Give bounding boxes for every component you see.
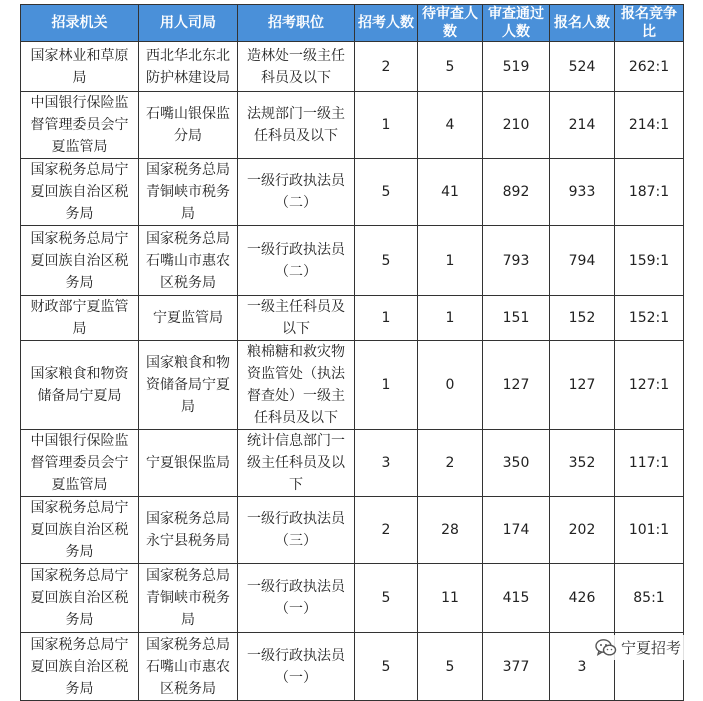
cell-applicants: 214	[550, 92, 615, 159]
cell-quota: 2	[355, 497, 418, 564]
header-position: 招考职位	[238, 5, 355, 42]
cell-approved: 210	[483, 92, 550, 159]
cell-recruiting-agency: 国家税务总局宁夏回族自治区税务局	[21, 564, 139, 633]
table-row	[21, 226, 684, 296]
cell-applicants: 524	[550, 42, 615, 92]
cell-pending-review: 4	[418, 92, 483, 159]
cell-employing-department: 国家税务总局青铜峡市税务局	[139, 159, 238, 226]
wechat-icon	[595, 638, 617, 658]
cell-position: 一级行政执法员（一）	[238, 633, 355, 701]
cell-recruiting-agency: 国家林业和草原局	[21, 42, 139, 92]
cell-pending-review: 1	[418, 296, 483, 341]
cell-pending-review: 41	[418, 159, 483, 226]
cell-quota: 2	[355, 42, 418, 92]
header-approved: 审查通过人数	[483, 5, 550, 42]
cell-applicants: 3	[550, 633, 615, 701]
cell-quota: 5	[355, 564, 418, 633]
cell-competition-ratio: 117:1	[615, 430, 684, 497]
cell-approved: 151	[483, 296, 550, 341]
cell-position: 统计信息部门一级主任科员及以下	[238, 430, 355, 497]
cell-employing-department: 宁夏银保监局	[139, 430, 238, 497]
header-recruiting-agency: 招录机关	[21, 5, 139, 42]
cell-competition-ratio: 214:1	[615, 92, 684, 159]
cell-quota: 5	[355, 633, 418, 701]
cell-quota: 1	[355, 296, 418, 341]
header-pending-review: 待审查人数	[418, 5, 483, 42]
cell-position: 法规部门一级主任科员及以下	[238, 92, 355, 159]
cell-competition-ratio: 187:1	[615, 159, 684, 226]
cell-quota: 1	[355, 92, 418, 159]
cell-employing-department: 国家税务总局石嘴山市惠农区税务局	[139, 226, 238, 296]
header-competition-ratio: 报名竞争比	[615, 5, 684, 42]
cell-competition-ratio: 85:1	[615, 564, 684, 633]
cell-employing-department: 国家税务总局永宁县税务局	[139, 497, 238, 564]
cell-recruiting-agency: 国家税务总局宁夏回族自治区税务局	[21, 226, 139, 296]
table-row	[21, 42, 684, 92]
cell-competition-ratio: 152:1	[615, 296, 684, 341]
cell-pending-review: 11	[418, 564, 483, 633]
cell-competition-ratio: 262:1	[615, 42, 684, 92]
cell-recruiting-agency: 财政部宁夏监管局	[21, 296, 139, 341]
cell-pending-review: 5	[418, 42, 483, 92]
cell-approved: 519	[483, 42, 550, 92]
cell-pending-review: 2	[418, 430, 483, 497]
cell-approved: 377	[483, 633, 550, 701]
cell-approved: 793	[483, 226, 550, 296]
table-row	[21, 430, 684, 497]
table-header-row	[21, 5, 684, 42]
cell-approved: 350	[483, 430, 550, 497]
cell-competition-ratio: 101:1	[615, 497, 684, 564]
header-applicants: 报名人数	[550, 5, 615, 42]
cell-position: 一级行政执法员（三）	[238, 497, 355, 564]
cell-employing-department: 国家粮食和物资储备局宁夏局	[139, 341, 238, 430]
table-row	[21, 296, 684, 341]
cell-position: 粮棉糖和救灾物资监管处（执法督查处）一级主任科员及以下	[238, 341, 355, 430]
table-row	[21, 633, 684, 701]
cell-applicants: 202	[550, 497, 615, 564]
cell-quota: 5	[355, 159, 418, 226]
cell-competition-ratio: 159:1	[615, 226, 684, 296]
cell-applicants: 352	[550, 430, 615, 497]
cell-recruiting-agency: 国家税务总局宁夏回族自治区税务局	[21, 497, 139, 564]
cell-pending-review: 0	[418, 341, 483, 430]
cell-recruiting-agency: 国家税务总局宁夏回族自治区税务局	[21, 159, 139, 226]
cell-employing-department: 国家税务总局石嘴山市惠农区税务局	[139, 633, 238, 701]
table-row	[21, 497, 684, 564]
cell-position: 一级行政执法员（二）	[238, 159, 355, 226]
wechat-watermark	[593, 635, 685, 660]
cell-pending-review: 5	[418, 633, 483, 701]
cell-pending-review: 1	[418, 226, 483, 296]
cell-position: 一级行政执法员（二）	[238, 226, 355, 296]
table-row	[21, 159, 684, 226]
cell-employing-department: 宁夏监管局	[139, 296, 238, 341]
cell-quota: 3	[355, 430, 418, 497]
cell-quota: 1	[355, 341, 418, 430]
table-row	[21, 92, 684, 159]
cell-employing-department: 西北华北东北防护林建设局	[139, 42, 238, 92]
cell-applicants: 794	[550, 226, 615, 296]
cell-pending-review: 28	[418, 497, 483, 564]
cell-recruiting-agency: 中国银行保险监督管理委员会宁夏监管局	[21, 92, 139, 159]
cell-recruiting-agency: 中国银行保险监督管理委员会宁夏监管局	[21, 430, 139, 497]
cell-recruiting-agency: 国家税务总局宁夏回族自治区税务局	[21, 633, 139, 701]
cell-recruiting-agency: 国家粮食和物资储备局宁夏局	[21, 341, 139, 430]
cell-competition-ratio: 127:1	[615, 341, 684, 430]
cell-quota: 5	[355, 226, 418, 296]
cell-applicants: 127	[550, 341, 615, 430]
cell-approved: 415	[483, 564, 550, 633]
cell-employing-department: 国家税务总局青铜峡市税务局	[139, 564, 238, 633]
cell-position: 一级主任科员及以下	[238, 296, 355, 341]
exam-registration-table	[20, 4, 684, 701]
cell-employing-department: 石嘴山银保监分局	[139, 92, 238, 159]
header-employing-department: 用人司局	[139, 5, 238, 42]
cell-approved: 127	[483, 341, 550, 430]
cell-applicants: 933	[550, 159, 615, 226]
table-row	[21, 564, 684, 633]
cell-position: 一级行政执法员（一）	[238, 564, 355, 633]
cell-applicants: 152	[550, 296, 615, 341]
watermark-text: 宁夏招考	[620, 639, 681, 657]
table-row	[21, 341, 684, 430]
cell-position: 造林处一级主任科员及以下	[238, 42, 355, 92]
cell-applicants: 426	[550, 564, 615, 633]
cell-approved: 892	[483, 159, 550, 226]
header-quota: 招考人数	[355, 5, 418, 42]
cell-approved: 174	[483, 497, 550, 564]
